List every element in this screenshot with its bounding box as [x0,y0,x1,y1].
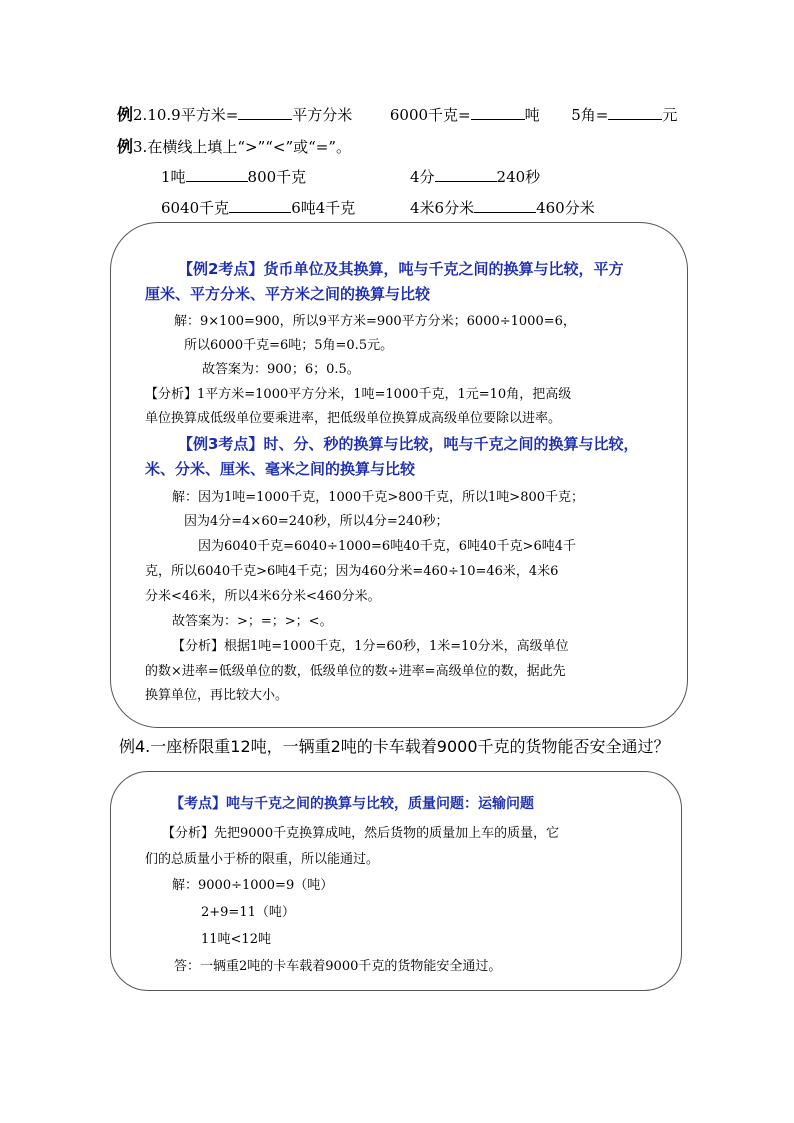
solution-4-line3: 11吨<12吨 [201,932,271,947]
answer-blank[interactable] [608,105,662,120]
example-3-instruction: 3.在横线上填上“>”“<”或“=”。 [133,138,352,156]
compare-item-4 [410,197,595,218]
example-4-question: 例4.一座桥限重12吨，一辆重2吨的卡车载着9000千克的货物能否安全通过？ [119,737,670,756]
answer-blank[interactable] [238,105,292,120]
analysis-3-line1: 【分析】根据1吨=1000千克，1分=60秒，1米=10分米，高级单位 [172,639,569,654]
compare-left: 4分 [410,168,435,186]
answer-4: 答：一辆重2吨的卡车载着9000千克的货物能安全通过。 [174,959,502,974]
solution-4-line1: 解：9000÷1000=9（吨） [172,878,334,893]
example-2-part2: 6000千克= [389,106,471,124]
answer-blank[interactable] [471,105,525,120]
example-2-label: 例 [117,105,134,124]
analysis-2-line1: 【分析】1平方米=1000平方分米，1吨=1000千克，1元=10角，把高级 [145,387,572,402]
example-3-label: 例 [117,137,134,156]
solution-4-line2: 2+9=11（吨） [201,905,295,920]
example-2-part1: 2.10.9平方米= [133,106,239,124]
analysis-2-line2: 单位换算成低级单位要乘进率，把低级单位换算成高级单位要除以进率。 [145,411,562,426]
knowledge-point-2-line2: 厘米、平方分米、平方米之间的换算与比较 [145,285,431,303]
analysis-3-line3: 换算单位，再比较大小。 [145,688,289,703]
compare-item-1 [161,166,306,187]
knowledge-point-2-line1: 【例2考点】货币单位及其换算，吨与千克之间的换算与比较，平方 [178,260,624,278]
solution-2-line1: 解：9×100=900，所以9平方米=900平方分米；6000÷1000=6， [174,314,576,329]
analysis-4-line1: 【分析】先把9000千克换算成吨，然后货物的质量加上车的质量，它 [162,826,560,841]
example-2-unit2: 吨 [524,106,540,124]
example-2-line [117,102,677,125]
compare-right: 6吨4千克 [291,199,356,217]
solution-3-line6: 故答案为：>；=；>；<。 [172,614,333,629]
compare-item-3 [161,197,355,218]
knowledge-point-3-line1: 【例3考点】时、分、秒的换算与比较，吨与千克之间的换算与比较， [178,435,639,453]
answer-blank[interactable] [435,167,497,182]
compare-right: 240秒 [496,168,541,186]
solution-3-line5: 分米<46米，所以4米6分米<460分米。 [145,589,381,604]
example-3-line [117,134,351,157]
compare-left: 1吨 [161,168,186,186]
example-2-unit1: 平方分米 [292,106,353,124]
analysis-3-line2: 的数×进率=低级单位的数，低级单位的数÷进率=高级单位的数，据此先 [145,664,566,679]
solution-3-line1: 解：因为1吨=1000千克，1000千克>800千克，所以1吨>800千克； [172,490,585,505]
solution-3-line4: 克，所以6040千克>6吨4千克；因为460分米=460÷10=46米，4米6 [145,564,559,579]
compare-right: 460分米 [536,199,595,217]
compare-left: 4米6分米 [410,199,475,217]
example-2-unit3: 元 [662,106,678,124]
answer-blank[interactable] [186,167,248,182]
solution-3-line3: 因为6040千克=6040÷1000=6吨40千克，6吨40千克>6吨4千 [198,539,576,554]
example-2-part3: 5角= [571,106,609,124]
answer-blank[interactable] [474,198,536,213]
analysis-4-line2: 们的总质量小于桥的限重，所以能通过。 [145,852,380,867]
compare-right: 800千克 [247,168,307,186]
solution-2-line2: 所以6000千克=6吨；5角=0.5元。 [184,338,394,353]
compare-item-2 [410,166,540,187]
compare-left: 6040千克 [161,199,230,217]
solution-2-line3: 故答案为：900；6；0.5。 [202,362,360,377]
knowledge-point-3-line2: 米、分米、厘米、毫米之间的换算与比较 [145,460,416,478]
answer-blank[interactable] [229,198,291,213]
solution-3-line2: 因为4分=4×60=240秒，所以4分=240秒； [184,514,449,529]
knowledge-point-4: 【考点】吨与千克之间的换算与比较，质量问题：运输问题 [170,796,534,812]
